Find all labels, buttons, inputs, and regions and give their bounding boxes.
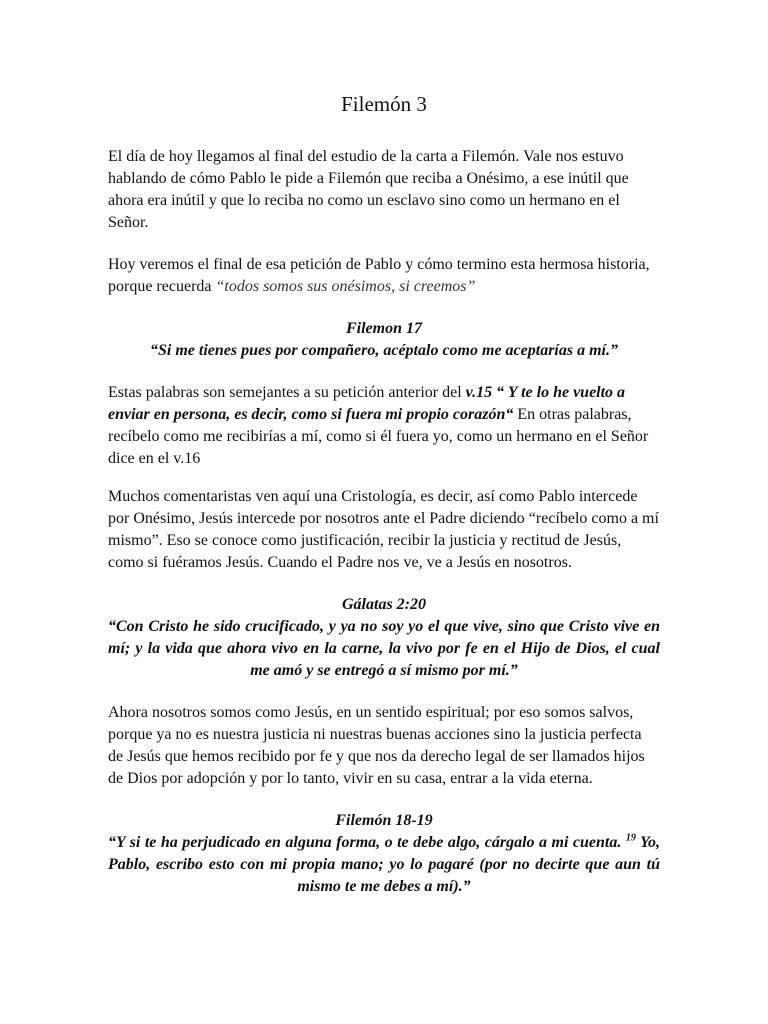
paragraph-similar-words-end: En otras palabras, recíbelo como me recibirías a mí, como si él fuera yo, como un hermano en el Señor dice en el v.16 [108, 406, 649, 467]
verse-block-galatas-2-20 [108, 594, 660, 682]
document-page [108, 90, 660, 898]
paragraph-petition [108, 254, 660, 298]
verse-block-filemon-17 [108, 318, 660, 362]
verse-text-part-a: “Y si te ha perjudicado en alguna forma, o te debe algo, cárgalo a mi cuenta. [108, 834, 626, 851]
verse-text [108, 832, 660, 898]
paragraph-righteousness: Ahora nosotros somos como Jesús, en un sentido espiritual; por eso somos salvos, porque ya no es nuestra justicia ni nuestras buenas acciones sino la justicia perfecta de Jesús que hemos recibido por fe y que nos da derecho legal de ser llamados hijos de Dios por adopción y por lo tanto, vivir en su casa, entrar a la vida eterna. [108, 704, 645, 787]
paragraph-similar-words [108, 382, 660, 470]
paragraph-similar-words-verse: v.15 “ Y te lo he vuelto a enviar en persona, es decir, como si fuera mi propio corazón“ [108, 384, 626, 423]
verse-reference: Filemon 17 [345, 320, 422, 337]
page-title: Filemón 3 [341, 92, 427, 116]
verse-text: “Si me tienes pues por compañero, acéptalo como me aceptarías a mí.” [150, 342, 618, 359]
verse-reference: Filemón 18-19 [335, 812, 433, 829]
verse-number-superscript: 19 [625, 832, 636, 844]
verse-block-filemon-18-19 [108, 810, 660, 898]
paragraph-similar-words-start: Estas palabras son semejantes a su petición anterior del [108, 384, 466, 401]
verse-text-part-b: Yo, Pablo, escribo esto con mi propia mano; yo lo pagaré (por no decirte que aun tú mismo te me debes a mí).” [108, 834, 661, 895]
paragraph-intro: El día de hoy llegamos al final del estudio de la carta a Filemón. Vale nos estuvo hablando de cómo Pablo le pide a Filemón que reciba a Onésimo, a ese inútil que ahora era inútil y que lo reciba no como un esclavo sino como un hermano en el Señor. [108, 148, 629, 231]
verse-reference: Gálatas 2:20 [342, 596, 426, 613]
verse-text: “Con Cristo he sido crucificado, y ya no soy yo el que vive, sino que Cristo vive en mí; y la vida que ahora vivo en la carne, la vivo por fe en el Hijo de Dios, el cual me amó y se entregó a sí mismo por mí.” [108, 618, 660, 679]
paragraph-christology: Muchos comentaristas ven aquí una Cristología, es decir, así como Pablo intercede por Onésimo, Jesús intercede por nosotros ante el Padre diciendo “recíbelo como a mí mismo”. Eso se conoce como justificación, recibir la justicia y rectitud de Jesús, como si fuéramos Jesús. Cuando el Padre nos ve, ve a Jesús en nosotros. [108, 488, 659, 571]
paragraph-petition-quote: “todos somos sus onésimos, si creemos” [215, 278, 476, 295]
paragraph-petition-text: Hoy veremos el final de esa petición de Pablo y cómo termino esta hermosa historia, porque recuerda [108, 256, 650, 295]
